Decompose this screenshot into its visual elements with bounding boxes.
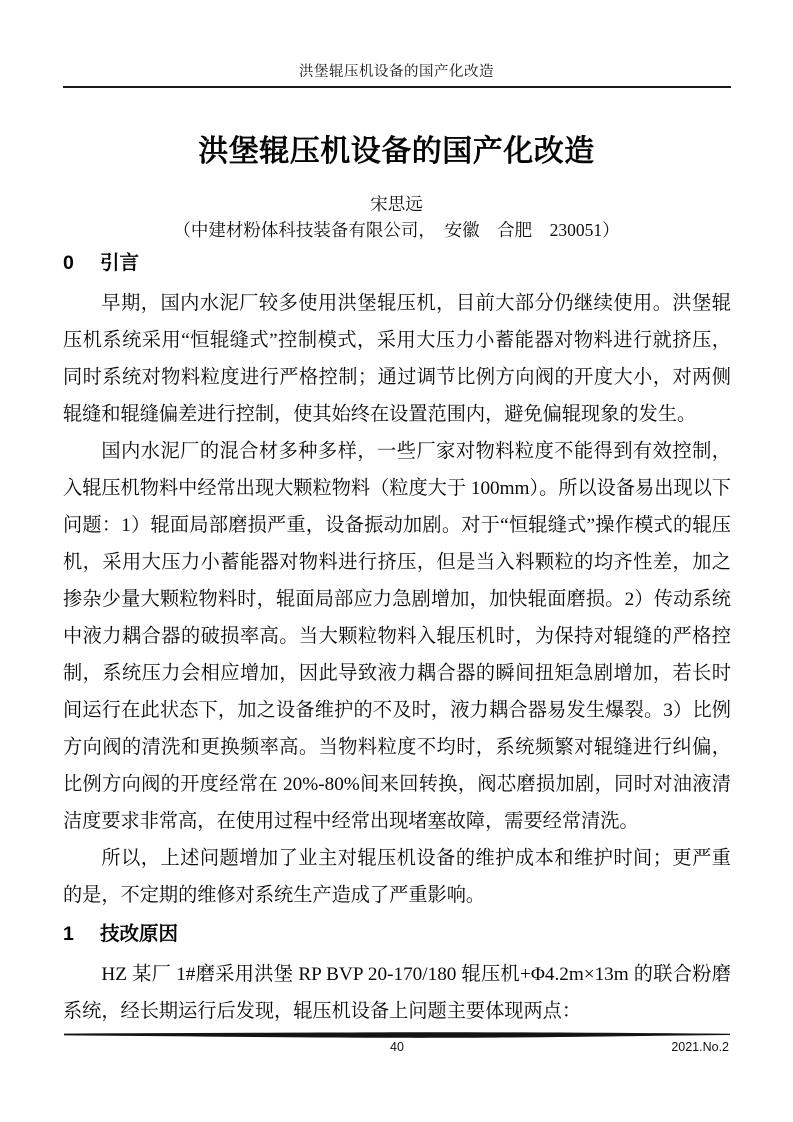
header-rule <box>63 86 731 88</box>
section-title: 技改原因 <box>100 923 179 945</box>
issue-number: 2021.No.2 <box>671 1040 729 1054</box>
section-number: 1 <box>63 923 74 945</box>
section-heading-reasons <box>63 921 731 947</box>
running-header: 洪堡辊压机设备的国产化改造 <box>299 64 494 80</box>
paragraph: 国内水泥厂的混合材多种多样，一些厂家对物料粒度不能得到有效控制，入辊压机物料中经常出现大颗粒物料（粒度大于 100mm）。所以设备易出现以下问题：1）辊面局部磨损严重，设备振动加剧。对于“恒辊缝式”操作模式的辊压机，采用大压力小蓄能器对物料进行挤压，但是当入料颗粒的均齐性差，加之掺杂少量大颗粒物料时，辊面局部应力急剧增加，加快辊面磨损。2）传动系统中液力耦合器的破损率高。当大颗粒物料入辊压机时，为保持对辊缝的严格控制，系统压力会相应增加，因此导致液力耦合器的瞬间扭矩急剧增加，若长时间运行在此状态下，加之设备维护的不及时，液力耦合器易发生爆裂。3）比例方向阀的清洗和更换频率高。当物料粒度不均时，系统频繁对辊缝进行纠偏，比例方向阀的开度经常在 20%-80%间来回转换，阀芯磨损加剧，同时对油液清洁度要求非常高，在使用过程中经常出现堵塞故障，需要经常清洗。 <box>63 441 731 832</box>
paragraph: 所以，上述问题增加了业主对辊压机设备的维护成本和维护时间；更严重的是，不定期的维修对系统生产造成了严重影响。 <box>63 848 731 906</box>
article-body <box>63 250 731 1030</box>
footer-text-row <box>63 1040 731 1058</box>
page-footer <box>63 1031 731 1058</box>
author-name: 宋思远 <box>370 194 423 214</box>
footer-rule <box>63 1031 731 1039</box>
section-heading-introduction <box>63 250 731 276</box>
section-title: 引言 <box>100 252 140 274</box>
article-title: 洪堡辊压机设备的国产化改造 <box>198 135 595 168</box>
page-number: 40 <box>390 1040 404 1054</box>
paragraph: HZ 某厂 1#磨采用洪堡 RP BVP 20-170/180 辊压机+Φ4.2m×13m 的联合粉磨系统，经长期运行后发现，辊压机设备上问题主要体现两点： <box>63 964 731 1022</box>
author-affiliation: （中建材粉体科技装备有限公司， 安徽 合肥 230051） <box>173 220 620 240</box>
paragraph: 早期，国内水泥厂较多使用洪堡辊压机，目前大部分仍继续使用。洪堡辊压机系统采用“恒辊缝式”控制模式，采用大压力小蓄能器对物料进行就挤压，同时系统对物料粒度进行严格控制；通过调节比例方向阀的开度大小，对两侧辊缝和辊缝偏差进行控制，使其始终在设置范围内，避免偏辊现象的发生。 <box>63 293 731 425</box>
section-number: 0 <box>63 252 74 274</box>
